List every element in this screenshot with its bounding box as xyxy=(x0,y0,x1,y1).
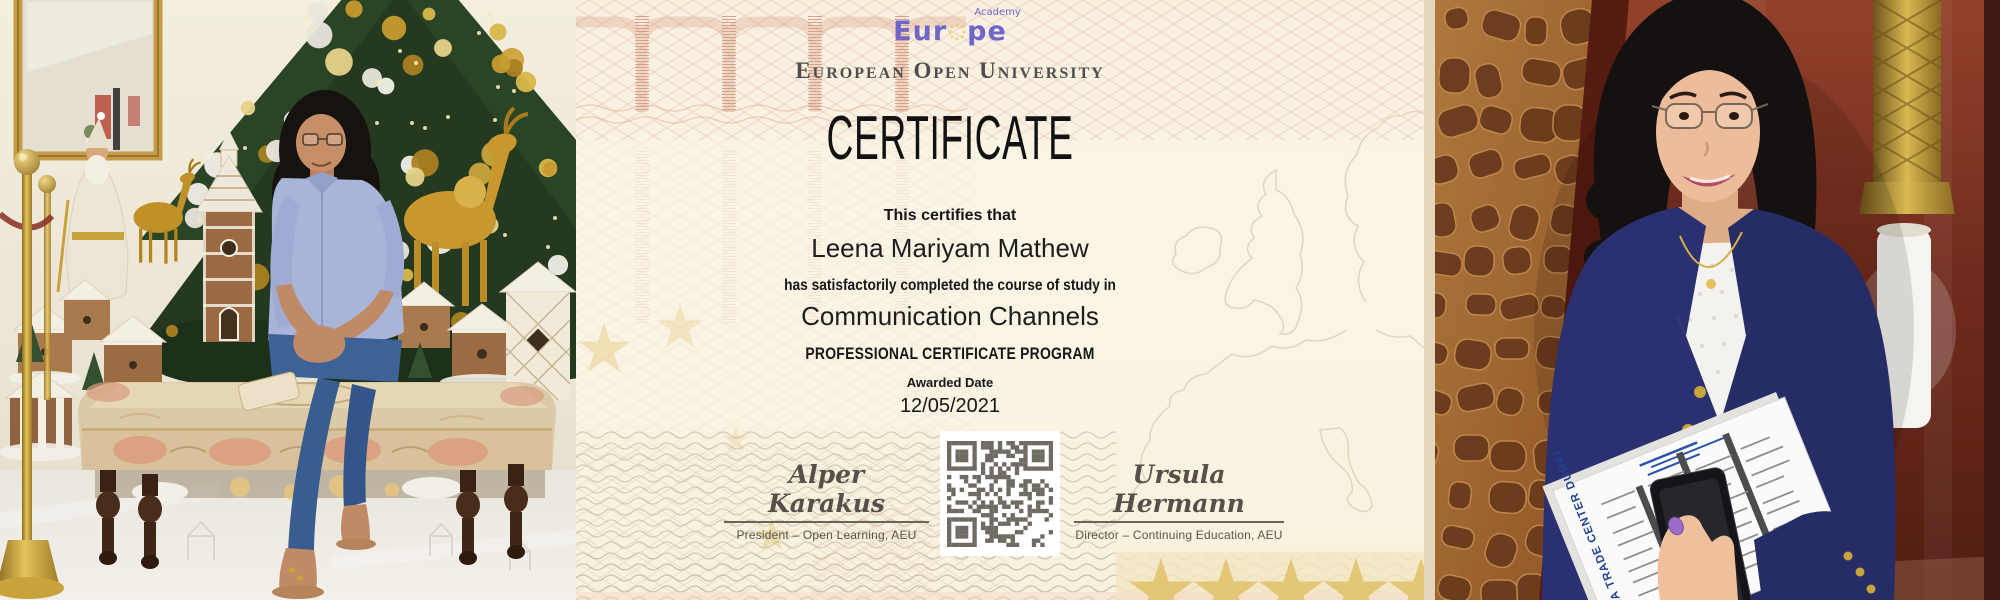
logo-suffix: pe xyxy=(967,16,1007,47)
certifies-line: This certifies that xyxy=(883,207,1017,224)
signature-right-name: Ursula Hermann xyxy=(1074,460,1284,523)
left-photo xyxy=(0,0,576,600)
glasses xyxy=(303,134,318,145)
gold-button xyxy=(1694,386,1706,398)
awarded-date-label: Awarded Date xyxy=(906,375,994,390)
signature-right xyxy=(1074,460,1284,542)
logo xyxy=(576,7,1324,47)
recipient-name: Leena Mariyam Mathew xyxy=(811,233,1089,263)
awarded-date-value: 12/05/2021 xyxy=(899,395,1001,417)
course-name: Communication Channels xyxy=(801,301,1099,331)
certificate xyxy=(576,0,1424,600)
institution-name: European Open University xyxy=(795,58,1105,83)
gold-bauble-on-deer xyxy=(454,176,486,208)
panel-edge-strip xyxy=(1424,0,1435,600)
lattice-house xyxy=(500,262,576,400)
logo-academy: Academy xyxy=(974,7,1021,18)
completion-line: has satisfactorily completed the course of study in xyxy=(784,277,1116,294)
logo-prefix: Eur xyxy=(893,16,948,47)
certificate-title: CERTIFICATE xyxy=(826,104,1074,173)
right-photo xyxy=(1424,0,2000,600)
signature-right-title: Director – Continuing Education, AEU xyxy=(1075,528,1283,542)
right-photo-illustration xyxy=(1424,0,2000,600)
clasped-hands xyxy=(293,325,345,363)
signature-left-title: President – Open Learning, AEU xyxy=(736,528,917,542)
qr-code xyxy=(940,431,1060,556)
signature-left-name: Alper Karakus xyxy=(724,460,929,523)
left-photo-illustration xyxy=(0,0,576,600)
eu-stars-icon xyxy=(947,18,967,38)
wall-mirror xyxy=(18,0,158,156)
program-name: PROFESSIONAL CERTIFICATE PROGRAM xyxy=(805,344,1095,363)
signature-left xyxy=(724,460,929,542)
